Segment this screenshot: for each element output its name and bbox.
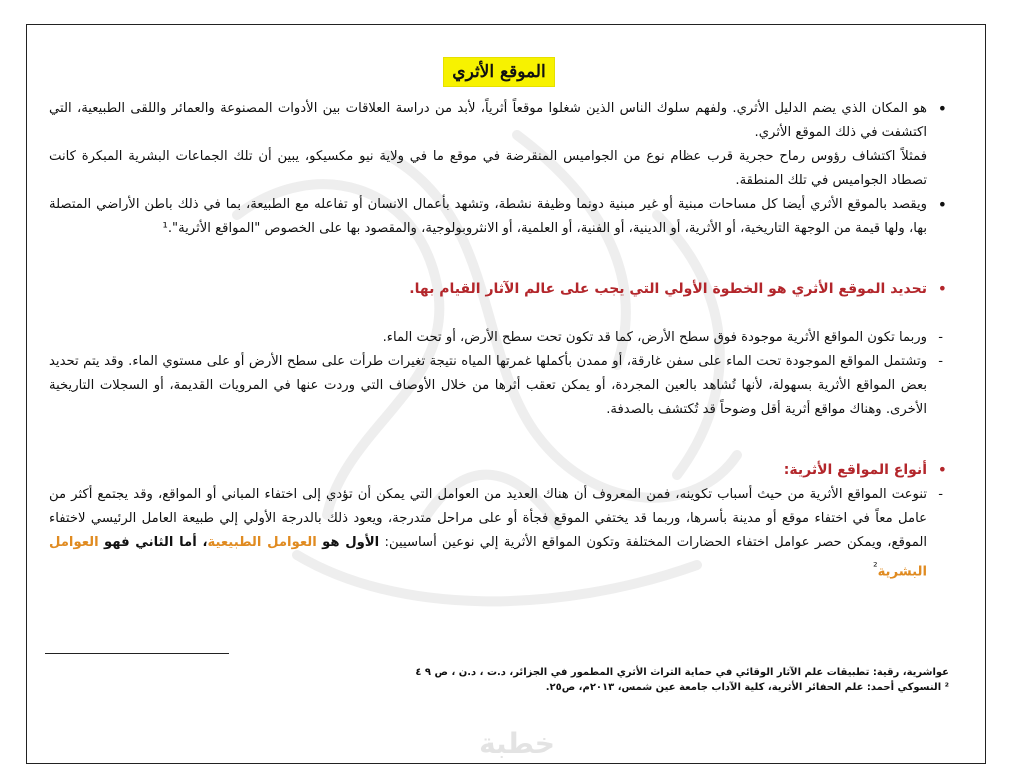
list-item: [49, 97, 949, 193]
spacer: [49, 241, 949, 277]
footnotes: [49, 665, 949, 695]
section3-heading: أنواع المواقع الأثرية:: [783, 462, 927, 478]
list-item: [49, 350, 949, 422]
footnote-ref: ²: [873, 560, 878, 573]
page-title: الموقع الأثري: [443, 57, 554, 87]
list-item: [49, 277, 949, 302]
section3-second-value: العوامل البشرية: [49, 535, 927, 580]
section3-first-value: العوامل الطبيعية: [207, 535, 317, 550]
spacer: [49, 422, 949, 458]
section3-heading-list: [49, 458, 949, 483]
section2-heading-list: [49, 277, 949, 302]
section3-paragraph: تنوعت المواقع الأثرية من حيث أسباب تكوينه، فمن المعروف أن هناك العديد من العوامل التي يمكن أن تؤدي إلى اختفاء المباني أو المواقع، وقد يجتمع أكثر من عامل معاً في اختفاء موقع أو مدينة بأسرها، وربما قد يختفي الموقع فجأة أو على مراحل متدرجة، ويعود ذلك بالدرجة الأولي إلي طبيعة العامل الرئيسي لاختفاء الموقع، ويمكن حصر عوامل اختفاء الحضارات المختلفة وتكون المواقع الأثرية إلي نوعين أساسيين:: [49, 487, 927, 550]
section1-paragraph-1: هو المكان الذي يضم الدليل الأثري. ولفهم سلوك الناس الذين شغلوا موقعاً أثرياً، لأبد من دراسة العلاقات بين الأدوات المصنوعة والعمائر واللقى الطبيعية، التي اكتشفت في ذلك الموقع الأثري.: [49, 101, 927, 140]
bottom-watermark-text: خطبة: [479, 727, 555, 760]
list-item: [49, 483, 949, 584]
footnote-divider: [45, 653, 229, 654]
list-item: [49, 458, 949, 483]
section3-first-label: الأول هو: [322, 535, 380, 550]
list-item: [49, 193, 949, 241]
footnote-1: عواشرية، رقية: تطبيقات علم الآثار الوقائي في حماية التراث الأثري المطمور في الجزائر، د.ت ، د.ن ، ص ٩ ٤: [415, 667, 949, 678]
section1-paragraph-2: فمثلاً اكتشاف رؤوس رماح حجرية قرب عظام نوع من الجواميس المنقرضة في موقع ما في ولاية نيو مكسيكو، يبين أن تلك الجماعات البشرية المبكرة كانت تصطاد الجواميس في تلك المنطقة.: [49, 149, 927, 188]
section1-paragraph-3: ويقصد بالموقع الأثري أيضا كل مساحات مبنية أو غير مبنية دونما وظيفة نشطة، وتشهد بأعمال الانسان أو تفاعله مع الطبيعة، بما في ذلك باطن الأراضي المتصلة بها، ولها قيمة من الوجهة التاريخية، أو الأثرية، أو الدينية، أو الفنية، أو العلمية، أو الانثروبولوجية، والمقصود بها على الخصوص "المواقع الأثرية".¹: [49, 197, 927, 236]
section2-paragraph-2: وتشتمل المواقع الموجودة تحت الماء على سفن غارقة، أو ممدن بأكملها غمرتها المياه نتيجة تغيرات طرأت على سطح الأرض أو على مستوي الماء. وقد يتم تحديد بعض المواقع الأثرية بسهولة، لأنها تُشاهد بالعين المجردة، أو يمكن تعقب أثرها من خلال الأوصاف التي وردت عنها في المرويات القديمة، أو السجلات التاريخية الأخرى. وهناك مواقع أثرية أقل وضوحاً قد تُكتشف بالصدفة.: [49, 354, 927, 417]
document-page: [26, 24, 986, 764]
document-content: [49, 51, 949, 584]
section3-list: [49, 483, 949, 584]
title-wrapper: [49, 57, 949, 87]
spacer: [49, 302, 949, 326]
section2-paragraph-1: وربما تكون المواقع الأثرية موجودة فوق سطح الأرض، كما قد تكون تحت سطح الأرض، أو تحت الماء.: [382, 330, 927, 345]
section3-second-label: ، أما الثاني فهو: [103, 535, 208, 550]
section2-list: [49, 326, 949, 422]
section2-heading: تحديد الموقع الأثري هو الخطوة الأولي التي يجب على عالم الآثار القيام بها.: [409, 281, 927, 297]
footnote-2: ² النسوكي أحمد: علم الحفائر الأثرية، كلية الآداب جامعة عين شمس، ٢٠١٣م، ص٢٥.: [545, 682, 949, 693]
section1-list: [49, 97, 949, 241]
list-item: [49, 326, 949, 350]
